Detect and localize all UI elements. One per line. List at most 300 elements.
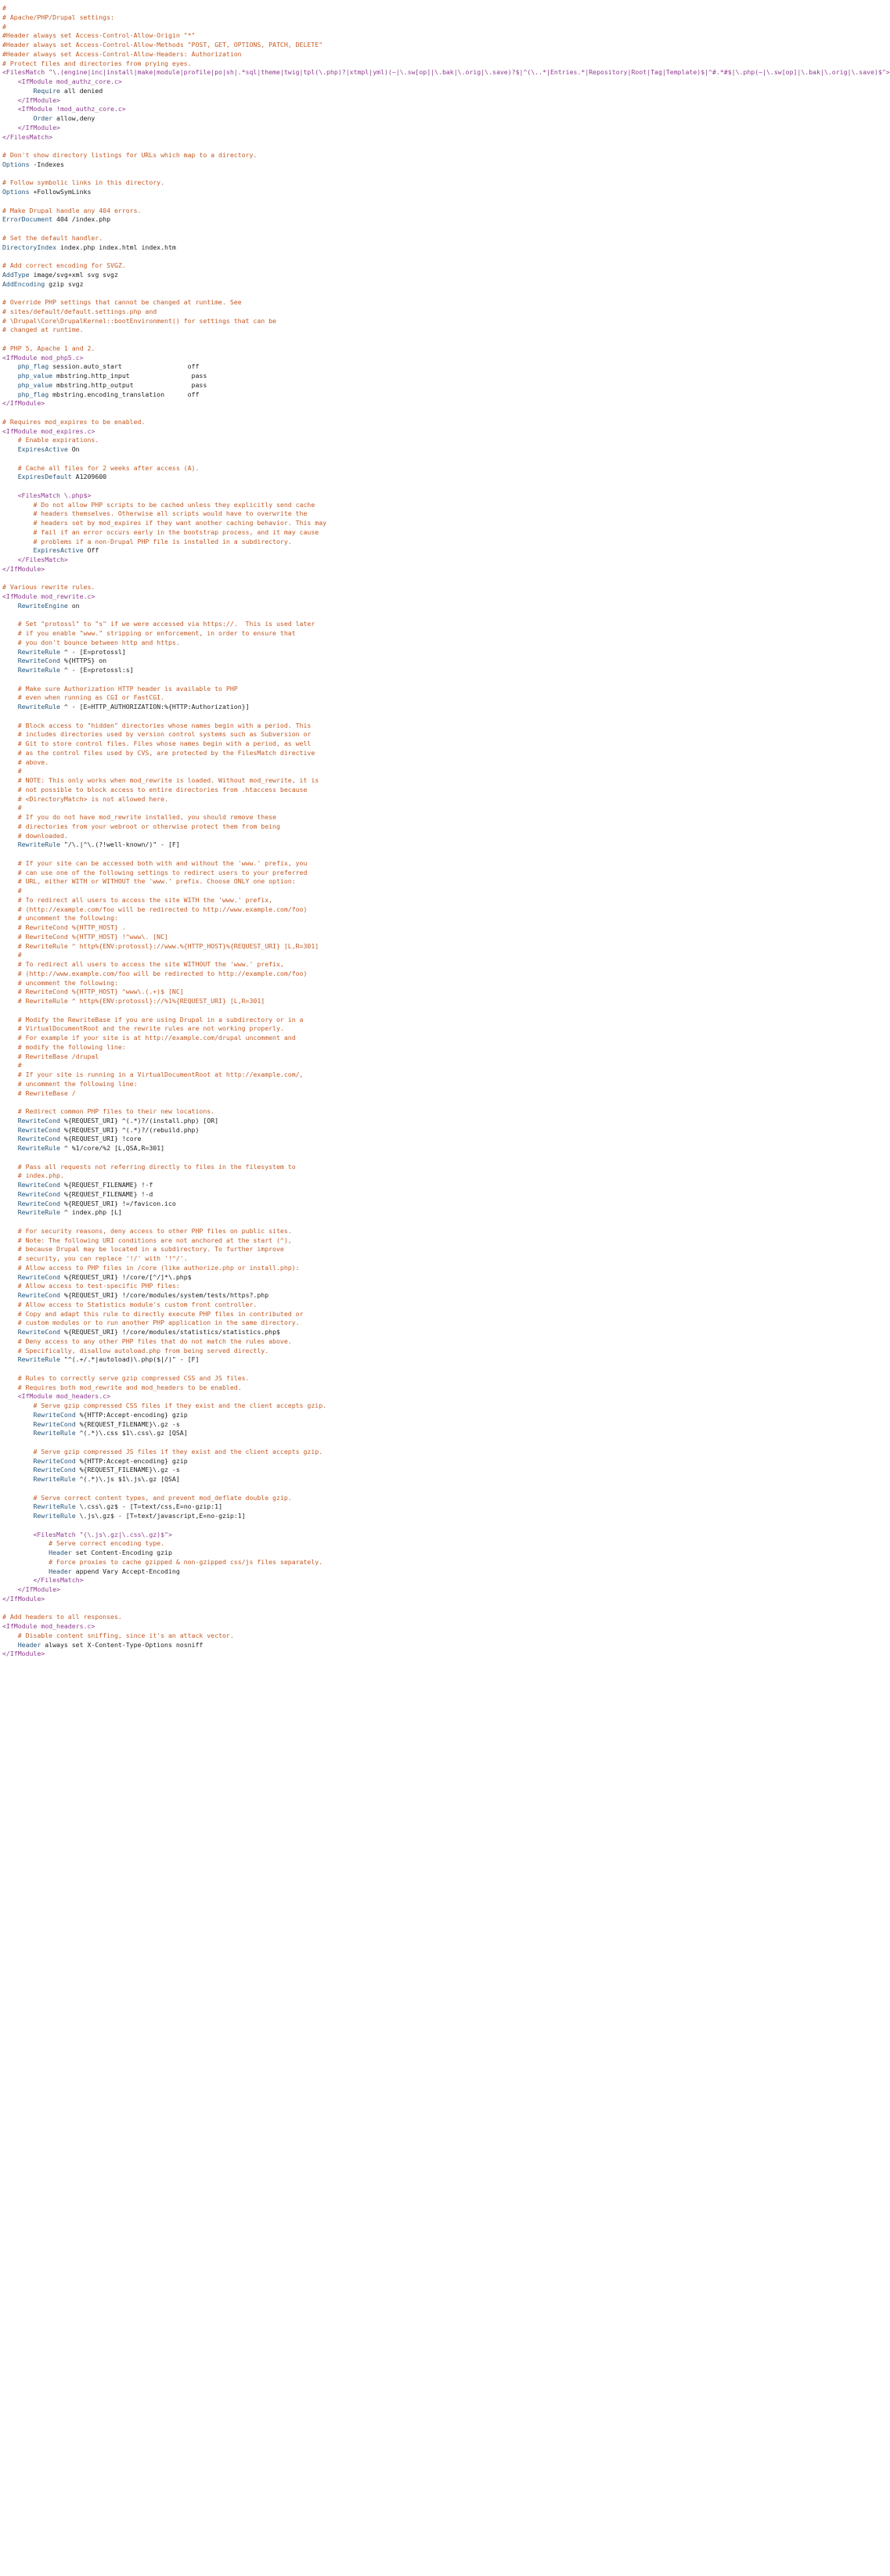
code-line-41	[2, 372, 467, 381]
directive-keyword: RewriteCond	[17, 1272, 60, 1281]
code-line-108	[2, 988, 467, 997]
directive-keyword: RewriteRule	[17, 647, 60, 656]
code-line-162	[2, 1484, 467, 1494]
code-line-117	[2, 1070, 467, 1080]
comment-text: # changed at runtime.	[2, 326, 84, 334]
comment-text: # (http://www.example.com/foo will be redirected to http://example.com/foo)	[17, 969, 308, 977]
code-line-122	[2, 1117, 467, 1126]
code-line-140	[2, 1282, 467, 1291]
directive-keyword: RewriteRule	[17, 1355, 60, 1364]
code-line-137	[2, 1254, 467, 1264]
code-line-4	[2, 31, 467, 41]
code-line-136	[2, 1245, 467, 1254]
directive-keyword: RewriteCond	[17, 1116, 60, 1124]
code-line-22	[2, 197, 467, 207]
comment-text: # RewriteRule ^ http%{ENV:protossl}://www.%{HTTP_HOST}%{REQUEST_URI} [L,R=301]	[17, 941, 319, 950]
directive-value: %{HTTP:Accept-encoding} gzip	[79, 1456, 188, 1465]
comment-text: # downloaded.	[17, 831, 68, 840]
code-line-5	[2, 41, 467, 50]
directive-keyword: Header	[49, 1567, 72, 1575]
code-line-34	[2, 308, 467, 317]
comment-text: #	[17, 1061, 22, 1070]
code-line-135	[2, 1236, 467, 1246]
code-line-71	[2, 648, 467, 657]
directive-keyword: Require	[33, 86, 60, 95]
directive-keyword: Options	[2, 188, 30, 196]
comment-text: # \Drupal\Core\DrupalKernel::bootEnvironment() for settings that can be	[2, 316, 276, 325]
directive-value: A1209600	[75, 473, 107, 481]
code-line-73	[2, 666, 467, 675]
code-line-121	[2, 1107, 467, 1117]
directive-keyword: ErrorDocument	[2, 215, 53, 224]
code-line-32	[2, 289, 467, 298]
comment-text: # (http://example.com/foo will be redirected to http://www.example.com/foo)	[17, 905, 308, 913]
code-line-11	[2, 96, 467, 106]
directive-value: mbstring.http_output pass	[56, 380, 207, 389]
directive-value: ^(.*)\.js $1\.js\.gz [QSA]	[79, 1475, 180, 1483]
comment-text: #	[2, 4, 6, 12]
comment-text: # To redirect all users to access the site WITH the 'www.' prefix,	[17, 895, 273, 904]
comment-text: # Block access to "hidden" directories whose names begin with a period. This	[17, 721, 312, 729]
comment-text: # Rules to correctly serve gzip compressed CSS and JS files.	[17, 1373, 250, 1382]
section-tag: <FilesMatch \.php$>	[17, 491, 92, 499]
directive-keyword: php_value	[17, 372, 53, 380]
comment-text: # Disable content sniffing, since it's an attack vector.	[17, 1631, 234, 1639]
code-line-95	[2, 869, 467, 878]
directive-value: %{REQUEST_FILENAME} !-d	[63, 1189, 153, 1198]
code-line-176	[2, 1613, 467, 1622]
code-line-45	[2, 408, 467, 418]
directive-keyword: Header	[49, 1549, 72, 1556]
directive-keyword: RewriteCond	[17, 1291, 60, 1299]
code-line-69	[2, 629, 467, 639]
code-line-81	[2, 739, 467, 749]
code-line-173	[2, 1585, 467, 1595]
section-tag: </IfModule>	[2, 1650, 45, 1658]
code-line-150	[2, 1374, 467, 1383]
code-line-20	[2, 178, 467, 188]
code-line-64	[2, 583, 467, 592]
code-line-39	[2, 354, 467, 363]
comment-text: # RewriteBase /drupal	[17, 1052, 99, 1060]
code-line-115	[2, 1052, 467, 1062]
code-line-126	[2, 1153, 467, 1163]
comment-text: #	[17, 804, 22, 812]
directive-value: %{REQUEST_FILENAME} !-f	[63, 1181, 153, 1189]
directive-keyword: RewriteCond	[17, 1189, 60, 1198]
code-line-163	[2, 1494, 467, 1503]
code-line-79	[2, 721, 467, 731]
directive-keyword: RewriteCond	[33, 1456, 76, 1465]
code-line-6	[2, 50, 467, 59]
comment-text: # security, you can replace '!/' with '!^/'.	[17, 1254, 188, 1262]
code-line-66	[2, 602, 467, 611]
code-line-125	[2, 1144, 467, 1153]
directive-value: 404 /index.php	[56, 215, 111, 224]
directive-keyword: ExpiresActive	[17, 445, 68, 453]
comment-text: # Serve gzip compressed JS files if they exist and the client accepts gzip.	[33, 1447, 323, 1455]
code-line-31	[2, 280, 467, 290]
comment-text: # Git to store control files. Files whose names begin with a period, as well	[17, 739, 312, 747]
directive-value: On	[71, 445, 80, 453]
code-line-124	[2, 1135, 467, 1144]
directive-keyword: RewriteCond	[17, 1125, 60, 1134]
section-tag: </IfModule>	[2, 564, 45, 573]
directive-keyword: RewriteRule	[33, 1429, 76, 1437]
directive-keyword: RewriteCond	[33, 1419, 76, 1428]
code-line-15	[2, 133, 467, 142]
code-line-51	[2, 464, 467, 473]
code-line-21	[2, 188, 467, 197]
code-line-72	[2, 657, 467, 666]
code-line-110	[2, 1006, 467, 1016]
directive-keyword: RewriteCond	[17, 1181, 60, 1189]
code-line-160	[2, 1466, 467, 1475]
code-line-24	[2, 215, 467, 225]
code-line-106	[2, 970, 467, 979]
code-line-164	[2, 1502, 467, 1512]
comment-text: # Redirect common PHP files to their new locations.	[17, 1107, 215, 1115]
section-tag: <IfModule mod_expires.c>	[2, 426, 95, 435]
directive-value: %{REQUEST_URI} !/core/modules/statistics/statistics.php$	[63, 1328, 280, 1336]
code-line-18	[2, 160, 467, 170]
code-line-134	[2, 1227, 467, 1236]
comment-text: # Override PHP settings that cannot be changed at runtime. See	[2, 298, 242, 306]
comment-text: # Copy and adapt this rule to directly execute PHP files in contributed or	[17, 1309, 304, 1318]
directive-keyword: php_flag	[17, 390, 49, 398]
directive-value: %{REQUEST_FILENAME}\.gz -s	[79, 1419, 180, 1428]
code-line-54	[2, 491, 467, 501]
code-line-103	[2, 942, 467, 952]
comment-text: # uncomment the following:	[17, 978, 118, 987]
code-line-161	[2, 1475, 467, 1484]
comment-text: # Don't show directory listings for URLs which map to a directory.	[2, 151, 258, 159]
code-line-82	[2, 749, 467, 758]
comment-text: # custom modules or to run another PHP application in the same directory.	[17, 1319, 300, 1327]
code-line-38	[2, 344, 467, 354]
directive-value: allow,deny	[56, 114, 95, 122]
directive-value: \.js\.gz$ - [T=text/javascript,E=no-gzip:1]	[79, 1512, 246, 1520]
section-tag: </IfModule>	[17, 1585, 60, 1593]
code-line-89	[2, 813, 467, 822]
comment-text: # RewriteRule ^ http%{ENV:protossl}://%1%{REQUEST_URI} [L,R=301]	[17, 997, 265, 1005]
code-line-148	[2, 1355, 467, 1365]
comment-text: # URL, either WITH or WITHOUT the 'www.' prefix. Choose ONLY one option:	[17, 877, 296, 886]
directive-value: -Indexes	[33, 160, 64, 168]
section-tag: </IfModule>	[2, 1594, 45, 1603]
directive-keyword: ExpiresActive	[33, 546, 84, 555]
code-line-175	[2, 1604, 467, 1614]
code-line-25	[2, 225, 467, 234]
code-line-172	[2, 1576, 467, 1585]
code-line-102	[2, 933, 467, 942]
code-line-113	[2, 1034, 467, 1043]
comment-text: # RewriteCond %{HTTP_HOST} ^www\.(.+)$ [NC]	[17, 988, 184, 996]
comment-text: # sites/default/default.settings.php and	[2, 307, 157, 315]
comment-text: #	[17, 887, 22, 894]
code-line-47	[2, 427, 467, 437]
code-line-155	[2, 1420, 467, 1430]
section-tag: <IfModule !mod_authz_core.c>	[17, 105, 126, 113]
code-line-49	[2, 445, 467, 455]
code-line-29	[2, 261, 467, 271]
code-line-55	[2, 501, 467, 510]
code-line-77	[2, 703, 467, 712]
comment-text: #	[17, 767, 22, 775]
code-line-35	[2, 317, 467, 326]
directive-keyword: RewriteRule	[17, 1144, 60, 1152]
code-line-85	[2, 776, 467, 786]
comment-text: # Pass all requests not referring directly to files in the filesystem to	[17, 1162, 296, 1171]
code-line-16	[2, 142, 467, 151]
code-line-116	[2, 1061, 467, 1070]
directive-value: +FollowSymLinks	[33, 188, 92, 196]
code-line-147	[2, 1347, 467, 1356]
section-tag: </FilesMatch>	[2, 132, 53, 141]
code-line-158	[2, 1448, 467, 1457]
comment-text: # above.	[17, 757, 49, 766]
code-line-27	[2, 243, 467, 253]
directive-keyword: RewriteRule	[33, 1512, 76, 1520]
code-line-3	[2, 23, 467, 32]
code-line-48	[2, 436, 467, 445]
code-line-132	[2, 1208, 467, 1218]
code-line-63	[2, 574, 467, 584]
code-line-169	[2, 1549, 467, 1558]
directive-value: %{REQUEST_URI} !=/favicon.ico	[63, 1199, 176, 1207]
directive-value: %{REQUEST_URI} ^(.*)?/(rebuild.php)	[63, 1125, 200, 1134]
directive-value: mbstring.encoding_translation off	[52, 390, 200, 398]
code-line-92	[2, 840, 467, 850]
code-line-8	[2, 68, 890, 77]
code-line-40	[2, 362, 467, 372]
directive-value: set Content-Encoding gzip	[75, 1549, 172, 1556]
code-line-142	[2, 1301, 467, 1310]
code-line-100	[2, 914, 467, 923]
code-line-180	[2, 1650, 467, 1659]
comment-text: # Enable expirations.	[17, 436, 99, 444]
code-line-60	[2, 546, 467, 556]
directive-value: gzip svgz	[49, 279, 84, 288]
comment-text: # Note: The following URI conditions are not anchored at the start (^),	[17, 1236, 292, 1244]
directive-keyword: RewriteCond	[17, 1135, 60, 1143]
directive-keyword: Options	[2, 160, 30, 168]
comment-text: # headers set by mod_expires if they want another caching behavior. This may	[33, 519, 327, 527]
comment-text: # directories from your webroot or otherwise protect them from being	[17, 822, 280, 830]
code-line-17	[2, 151, 467, 160]
directive-keyword: DirectoryIndex	[2, 243, 57, 251]
code-line-114	[2, 1043, 467, 1052]
section-tag: <IfModule mod_headers.c>	[2, 1622, 95, 1630]
code-line-107	[2, 979, 467, 988]
code-line-65	[2, 592, 467, 602]
comment-text: # If your site can be accessed both with and without the 'www.' prefix, you	[17, 858, 308, 867]
comment-text: # Force proxies to cache gzipped & non-gzipped css/js files separately.	[49, 1557, 323, 1566]
code-line-130	[2, 1190, 467, 1200]
code-line-10	[2, 87, 467, 96]
code-line-129	[2, 1181, 467, 1190]
directive-keyword: RewriteRule	[17, 1208, 60, 1217]
code-line-70	[2, 639, 467, 648]
code-line-91	[2, 832, 467, 841]
directive-keyword: AddType	[2, 270, 30, 279]
comment-text: # NOTE: This only works when mod_rewrite is loaded. Without mod_rewrite, it is	[17, 776, 319, 784]
code-line-53	[2, 482, 467, 491]
code-line-12	[2, 105, 467, 114]
directive-keyword: RewriteCond	[33, 1466, 76, 1474]
directive-value: always set X-Content-Type-Options nosniff	[45, 1640, 204, 1649]
comment-text: # PHP 5, Apache 1 and 2.	[2, 344, 95, 352]
code-line-57	[2, 519, 467, 528]
comment-text: # even when running as CGI or FastCGI.	[17, 693, 165, 702]
directive-keyword: RewriteCond	[17, 657, 60, 665]
directive-value: mbstring.http_input pass	[56, 372, 207, 380]
code-line-146	[2, 1337, 467, 1347]
comment-text: # index.php.	[17, 1171, 64, 1180]
comment-text: # VirtualDocumentRoot and the rewrite rules are not working properly.	[17, 1024, 284, 1033]
code-line-96	[2, 877, 467, 887]
directive-value: image/svg+xml svg svgz	[33, 270, 118, 279]
code-line-42	[2, 381, 467, 390]
directive-keyword: php_flag	[17, 362, 49, 371]
code-line-26	[2, 234, 467, 243]
comment-text: # To redirect all users to access the site WITHOUT the 'www.' prefix,	[17, 960, 284, 968]
code-line-157	[2, 1438, 467, 1448]
comment-text: # <DirectoryMatch> is not allowed here.	[17, 794, 168, 803]
comment-text: # Make sure Authorization HTTP header is available to PHP	[17, 684, 238, 693]
section-tag: <FilesMatch "\.(engine|inc|install|make|module|profile|po|sh|.*sql|theme|twig|tpl(\.php)?|xtmpl|yml)(~|\.sw[op]|\.bak|\.orig|\.save)?$|^(\..*|Entries.*|Repository|Root|Tag|Template)$|^#.*#$|\.php(~|\.sw[op]|\.bak|\.orig|\.save)$">	[2, 68, 890, 77]
directive-value: %{REQUEST_URI} !core	[63, 1135, 142, 1143]
code-line-139	[2, 1273, 467, 1283]
directive-keyword: RewriteCond	[17, 1328, 60, 1336]
code-line-174	[2, 1595, 467, 1604]
code-line-177	[2, 1622, 467, 1632]
code-line-133	[2, 1218, 467, 1227]
code-line-50	[2, 455, 467, 464]
directive-keyword: ExpiresDefault	[17, 473, 72, 481]
code-line-44	[2, 399, 467, 408]
code-line-61	[2, 556, 467, 565]
code-line-67	[2, 611, 467, 621]
code-line-120	[2, 1098, 467, 1107]
section-tag: </IfModule>	[17, 95, 60, 104]
code-line-149	[2, 1365, 467, 1374]
directive-value: \.css\.gz$ - [T=text/css,E=no-gzip:1]	[79, 1502, 222, 1511]
comment-text: # Specifically, disallow autoload.php from being served directly.	[17, 1346, 269, 1355]
code-line-19	[2, 170, 467, 179]
comment-text: # problems if a non-Drupal PHP file is installed in a subdirectory.	[33, 537, 292, 545]
section-tag: <IfModule mod_php5.c>	[2, 353, 84, 362]
comment-text: # as the control files used by CVS, are protected by the FilesMatch directive	[17, 748, 315, 757]
directive-keyword: RewriteCond	[17, 1199, 60, 1207]
comment-text: # fail if an error occurs early in the bootstrap process, and it may cause	[33, 527, 319, 536]
directive-value: %{REQUEST_URI} !/core/[^/]*\.php$	[63, 1272, 192, 1281]
comment-text: # Make Drupal handle any 404 errors.	[2, 206, 142, 214]
comment-text: # Cache all files for 2 weeks after access (A).	[17, 463, 200, 472]
directive-value: %{REQUEST_URI} !/core/modules/system/tests/https?.php	[63, 1291, 269, 1299]
section-tag: </IfModule>	[2, 399, 45, 408]
code-line-144	[2, 1319, 467, 1328]
directive-keyword: RewriteEngine	[17, 601, 68, 610]
directive-value: %{REQUEST_URI} ^(.*)?/(install.php) [OR]	[63, 1116, 219, 1124]
directive-value: Off	[87, 546, 99, 555]
code-line-159	[2, 1457, 467, 1466]
code-line-141	[2, 1291, 467, 1301]
comment-text: # For example if your site is at http://example.com/drupal uncomment and	[17, 1034, 296, 1042]
comment-text: #	[17, 951, 22, 959]
code-line-152	[2, 1392, 467, 1401]
directive-keyword: Order	[33, 114, 53, 122]
code-line-86	[2, 786, 467, 795]
comment-text: # Set "protossl" to "s" if we were accessed via https://. This is used later	[17, 620, 315, 628]
code-line-30	[2, 271, 467, 280]
code-line-36	[2, 326, 467, 335]
comment-text: # Add correct encoding for SVGZ.	[2, 261, 126, 269]
comment-text: # RewriteCond %{HTTP_HOST} .	[17, 923, 126, 931]
comment-text: # because Drupal may be located in a subdirectory. To further improve	[17, 1245, 284, 1254]
code-line-9	[2, 77, 467, 87]
code-line-56	[2, 509, 467, 519]
code-line-168	[2, 1539, 467, 1549]
code-line-143	[2, 1310, 467, 1319]
comment-text: # Various rewrite rules.	[2, 583, 95, 592]
directive-value: "/\.|^\.(?!well-known/)" - [F]	[63, 840, 180, 849]
directive-keyword: RewriteRule	[33, 1502, 76, 1511]
code-line-58	[2, 528, 467, 538]
comment-text: # Do not allow PHP scripts to be cached unless they explicitly send cache	[33, 500, 315, 509]
code-line-94	[2, 859, 467, 869]
comment-text: # Add headers to all responses.	[2, 1613, 122, 1621]
directive-value: "^(.+/.*|autoload)\.php($|/)" - [F]	[63, 1355, 200, 1364]
section-tag: </FilesMatch>	[33, 1576, 84, 1585]
comment-text: #Header always set Access-Control-Allow-Origin "*"	[2, 31, 196, 40]
code-line-156	[2, 1429, 467, 1438]
code-line-105	[2, 960, 467, 970]
directive-keyword: RewriteRule	[17, 666, 60, 674]
directive-keyword: Header	[17, 1640, 41, 1649]
code-line-88	[2, 804, 467, 813]
code-line-74	[2, 675, 467, 685]
code-line-153	[2, 1401, 467, 1411]
code-line-14	[2, 124, 467, 133]
code-line-165	[2, 1512, 467, 1521]
directive-value: all denied	[63, 86, 103, 95]
htaccess-code-listing	[2, 4, 890, 1659]
comment-text: # Serve correct encoding type.	[49, 1539, 165, 1548]
comment-text: # If you do not have mod_rewrite installed, you should remove these	[17, 813, 276, 821]
directive-value: index.php index.html index.htm	[59, 243, 176, 251]
code-line-93	[2, 850, 467, 859]
code-line-43	[2, 390, 467, 400]
code-line-118	[2, 1080, 467, 1089]
directive-value: ^ - [E=protossl:s]	[63, 666, 134, 674]
code-line-101	[2, 923, 467, 933]
comment-text: # Allow access to Statistics module's custom front controller.	[17, 1300, 258, 1308]
code-line-170	[2, 1558, 467, 1567]
code-line-119	[2, 1089, 467, 1099]
directive-value: %{HTTP:Accept-encoding} gzip	[79, 1410, 188, 1419]
comment-text: # Apache/PHP/Drupal settings:	[2, 13, 114, 21]
code-line-1	[2, 4, 467, 13]
comment-text: # For security reasons, deny access to other PHP files on public sites.	[17, 1226, 292, 1235]
directive-value: %{HTTPS} on	[63, 657, 107, 665]
code-line-179	[2, 1641, 467, 1650]
code-line-59	[2, 538, 467, 547]
code-line-123	[2, 1126, 467, 1135]
code-line-33	[2, 298, 467, 308]
code-line-37	[2, 335, 467, 344]
section-tag: </IfModule>	[17, 123, 60, 131]
